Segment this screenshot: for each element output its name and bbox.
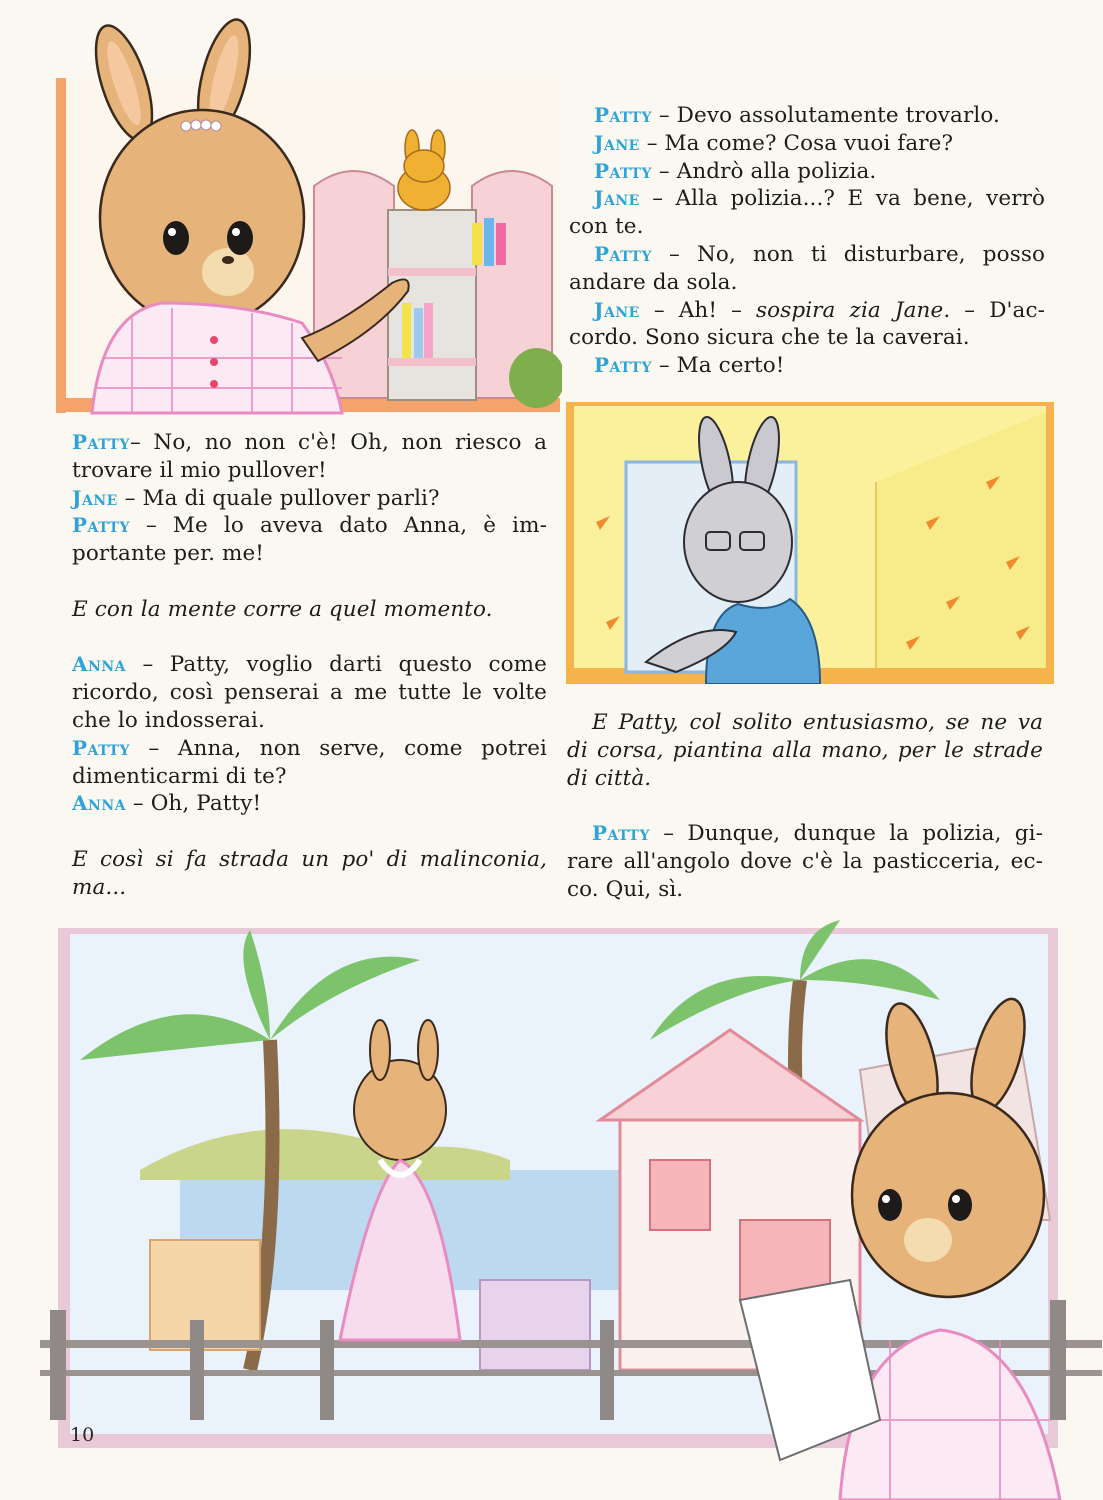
dialogue-line: Patty – Dunque, dunque la polizia, gi- [592,821,1043,847]
speaker-name: Patty [594,353,652,378]
narration-line: E con la mente corre a quel momento. [72,596,493,622]
dialogue-line: Patty – Andrò alla polizia. [594,158,877,184]
speaker-name: Jane [594,297,640,322]
speaker-name: Jane [72,485,118,510]
narration-line: ma... [72,874,127,900]
text-line: rare all'angolo dove c'è la pasticceria, ec- [567,848,1043,874]
dialogue-line: Patty – Anna, non serve, come potrei [72,735,547,761]
speaker-name: Patty [72,735,130,760]
dialogue-line: Anna – Oh, Patty! [72,791,262,817]
text-line: portante per. me! [72,541,265,567]
dialogue-line: Jane – Ma come? Cosa vuoi fare? [594,130,954,156]
dialogue-line: Patty – No, non ti disturbare, posso [594,241,1045,267]
speaker-name: Patty [72,430,130,454]
dialogue-line: Anna – Patty, voglio darti questo come [72,652,547,678]
speaker-name: Anna [72,791,126,816]
text-line: co. Qui, sì. [567,876,684,902]
text-line: trovare il mio pullover! [72,457,327,483]
left-text-column [72,429,547,902]
right-lower-text [567,709,1043,904]
right-text-column [569,102,1045,380]
dialogue-line: Patty – Ma certo! [594,353,785,379]
dialogue-line: Jane – Ah! – sospira zia Jane. – D'ac- [594,297,1045,323]
text-line: dimenticarmi di te? [72,763,287,789]
dialogue-line: Jane – Alla polizia...? E va bene, verrò [594,186,1045,212]
illustration-patty-bookshelf [52,18,562,418]
text-line: andare da sola. [569,269,738,295]
speaker-name: Patty [594,241,652,266]
speaker-name: Anna [72,652,126,677]
dialogue-line: Patty– No, no non c'è! Oh, non riesco a [72,430,547,455]
speaker-name: Patty [72,513,130,538]
narration-line: di corsa, piantina alla mano, per le strade [567,737,1043,763]
text-line: con te. [569,214,644,240]
dialogue-line: Patty – Me lo aveva dato Anna, è im- [72,513,547,539]
narration-line: E così si fa strada un po' di malinconia, [72,846,547,872]
illustration-patty-in-town [40,920,1102,1500]
dialogue-line: Patty – Devo assolutamente trovarlo. [594,103,1000,128]
speaker-name: Jane [594,130,640,155]
text-line: che lo indosserai. [72,707,265,733]
text-line: ricordo, così penserai a me tutte le volte [72,680,547,706]
speaker-name: Patty [594,158,652,183]
narration-line: di città. [567,765,652,791]
speaker-name: Patty [594,103,652,127]
narration-line: E Patty, col solito entusiasmo, se ne va [592,710,1043,735]
speaker-name: Jane [594,186,640,211]
dialogue-line: Jane – Ma di quale pullover parli? [72,485,440,511]
text-line: cordo. Sono sicura che te la caverai. [569,325,970,351]
illustration-aunt-jane [566,402,1054,684]
page-number: 10 [70,1424,95,1446]
speaker-name: Patty [592,821,650,846]
